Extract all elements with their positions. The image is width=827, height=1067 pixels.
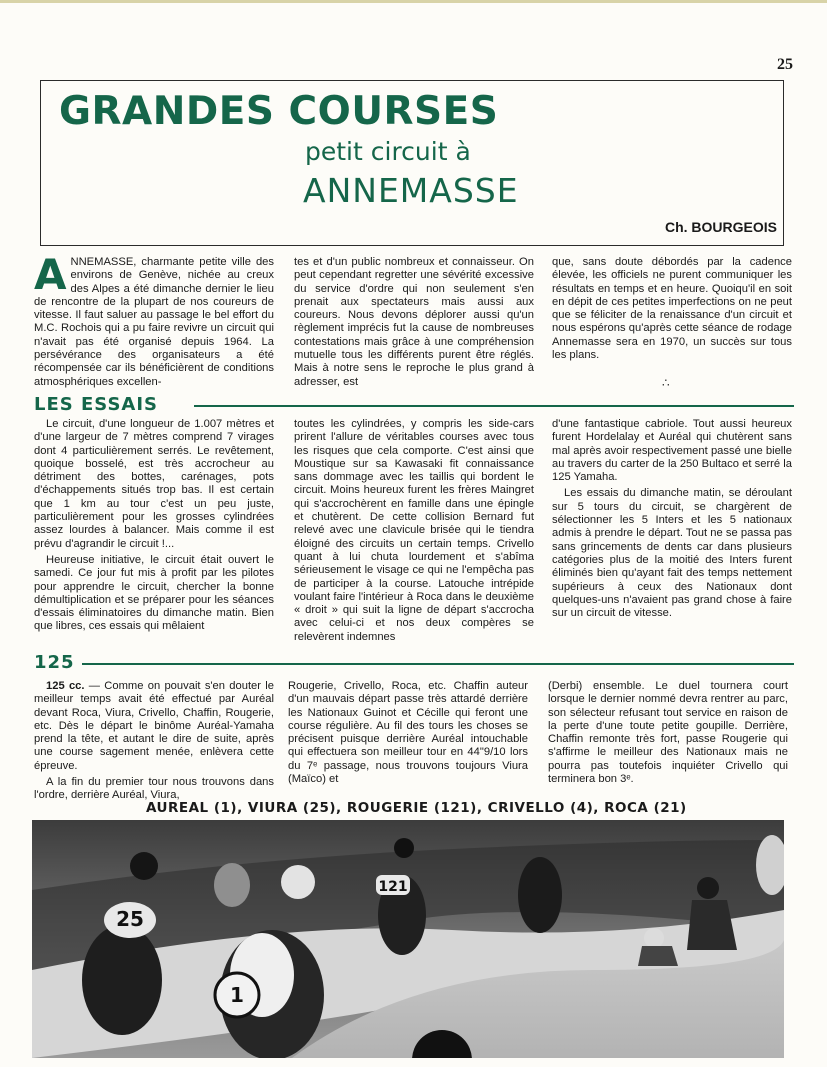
- intro-column-3: [552, 256, 792, 365]
- race125-rule: [82, 663, 794, 665]
- intro-text-1: NNEMASSE, charmante petite ville des environs de Genève, nichée au creux des Alpes a été dimanche dernier le lieu de rencontre de la plupart de nos coureurs de vitesse. Il faut saluer au passage le bel effort du M.C. Rochois qui a pu faire revivre un circuit qui n'avait pas été organisé depuis 1964. La persévérance des organisateurs a été récompensée car ils bénéficièrent de conditions atmosphériques excellen-: [34, 256, 274, 388]
- essais-paragraph: Heureuse initiative, le circuit était ouvert le samedi. Ce jour fut mis à profit par les pilotes pour apprendre le circuit, chercher la bonne démultiplication et se préparer pour les séances d'essais éliminatoires du dimanche matin. Bien que libres, ces essais qui mêlaient: [34, 553, 274, 633]
- race125-paragraph: (Derbi) ensemble. Le duel tournera court lorsque le dernier nommé devra rentrer au parc, son sélecteur refusant tout service en raison de la perte d'une toute petite goupille. Derrière, Chaffin remonte très fort, passe Rougerie qui s'affirme le meilleur des Nationaux mais ne pourra pas toutefois inquiéter Crivello qui terminera bon 3ᵉ.: [548, 680, 788, 786]
- race125-column-1: [34, 680, 274, 806]
- essais-heading-label: LES ESSAIS: [34, 394, 159, 415]
- race125-column-3: [548, 680, 788, 789]
- title-box: [40, 80, 784, 246]
- essais-paragraph: toutes les cylindrées, y compris les side-cars prirent l'allure de véritables courses avec tous les risques que cela comporte. C'est ainsi que Moustique sur sa Kawasaki fit connaissance sans dommage avec les taillis qui bordent le circuit. Moins heureux furent les frères Maingret qui s'accrochèrent en famille dans une épingle et chutèrent. De cette collision Bernard fut relevé avec une clavicule brisée qui le tiendra éloigné des circuits un certain temps. Crivello quant à lui chuta lourdement et s'abîma sérieusement le visage ce qui ne l'empêcha pas de participer à la course. Latouche intrépide voulant faire l'intérieur à Roca dans le deuxième « droit » qui suit la ligne de départ s'accrocha avec celui-ci et nos deux compères se relevèrent indemnes: [294, 418, 534, 643]
- race-class-lead: 125 cc.: [46, 680, 85, 692]
- intro-column-1: [34, 250, 274, 392]
- essais-paragraph: Le circuit, d'une longueur de 1.007 mètres et d'une largeur de 7 mètres comprend 7 virages dont 4 particulièrement serrés. Le revêtement, quoique bosselé, est très accrocheur au détriment des bottes, carénages, pots d'échappements situés trop bas. Il est certain que 1 km au tour c'est un peu juste, particulièrement pour les grosses cylindrées assez lourdes à balancer. Mais comme il est prévu d'agrandir le circuit !...: [34, 418, 274, 550]
- race125-paragraph: A la fin du premier tour nous trouvons dans l'ordre, derrière Auréal, Viura,: [34, 776, 274, 802]
- essais-column-1: [34, 418, 274, 637]
- page-number: 25: [777, 56, 793, 73]
- intro-text-2: tes et d'un public nombreux et connaisseur. On peut cependant regretter une sévérité excessive du service d'ordre qui non seulement s'en prenait aux spectateurs mais aussi aux coureurs. Nous devons déplorer aussi qu'un règlement imprécis fut la cause de nombreuses contestations mais grâce à une compréhension mutuelle tous les différents purent être réglés. Mais à notre sens le reproche le plus grand à adresser, est: [294, 256, 534, 388]
- intro-text-3: que, sans doute débordés par la cadence élevée, les officiels ne purent communiquer les résultats en temps et en heure. Quoiqu'il en soit en dépit de ces petites imperfections on ne peut que se féliciter de la renaissance d'un circuit et nous espérons qu'après cette séance de rodage Annemasse sera en 1970, un succès sur tous les plans.: [552, 256, 792, 362]
- subheadline: petit circuit à: [305, 137, 471, 166]
- headline: GRANDES COURSES: [59, 89, 499, 134]
- race125-column-2: [288, 680, 528, 789]
- photo-caption: AUREAL (1), VIURA (25), ROUGERIE (121), CRIVELLO (4), ROCA (21): [146, 800, 687, 816]
- race-number-25: 25: [116, 907, 144, 931]
- intro-column-2: [294, 256, 534, 392]
- essais-paragraph: Les essais du dimanche matin, se déroulant sur 5 tours du circuit, se chargèrent de sélectionner les 5 Inters et les 5 nationaux admis à prendre le départ. Tout ne se passa pas sans grincements de dents car dans plusieurs catégories plus de la moitié des Inters furent éliminés bien qu'ayant fait des temps nettement supérieurs à ceux des Nationaux dont quelques-uns n'avaient pas grand chose à faire sur un circuit de vitesse.: [552, 487, 792, 620]
- rider-background: [518, 857, 562, 933]
- race125-text: — Comme on pouvait s'en douter le meilleur temps avait été effectué par Auréal devant Roca, Viura, Crivello, Chaffin, Rougerie, etc. Dès le départ le binôme Auréal-Yamaha prend la tête, et autant le dire de suite, après une course sagement menée, enlèvera cette épreuve.: [34, 680, 275, 772]
- race-number-1: 1: [230, 983, 244, 1007]
- race125-heading: [34, 652, 794, 676]
- rider-background: [214, 863, 250, 907]
- essais-column-3: [552, 418, 792, 623]
- race125-heading-label: 125: [34, 652, 75, 673]
- drop-cap: A: [34, 250, 67, 299]
- essais-paragraph: d'une fantastique cabriole. Tout aussi heureux furent Hordelalay et Auréal qui chutèrent sans mal après avoir respectivement passé une bielle au travers du carter de la 250 Bultaco et serré la 125 Yamaha.: [552, 418, 792, 484]
- location-title: ANNEMASSE: [303, 171, 519, 210]
- essais-column-2: [294, 418, 534, 647]
- top-edge-line: [0, 0, 827, 3]
- essais-heading: [34, 394, 794, 418]
- race-photo: [32, 820, 784, 1058]
- race-number-121: 121: [378, 879, 408, 895]
- section-ornament: ∴: [662, 376, 670, 390]
- essais-rule: [194, 405, 794, 407]
- author-byline: Ch. BOURGEOIS: [664, 219, 777, 235]
- race125-paragraph: Rougerie, Crivello, Roca, etc. Chaffin auteur d'un mauvais départ passe très attardé derrière les Nationaux Guinot et Cécille qui feront une course régulière. Au fil des tours les choses se précisent puisque derrière Auréal intouchable qui effectuera son meilleur tour en 44"9/10 lors du 7ᵉ passage, nous trouvons toujours Viura (Maïco) et: [288, 680, 528, 786]
